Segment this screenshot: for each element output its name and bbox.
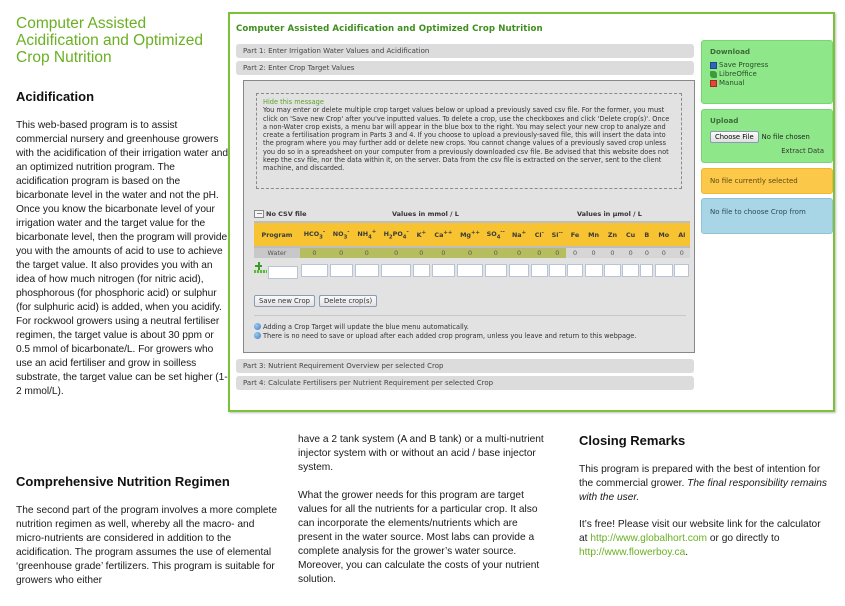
mmol-value: 0	[508, 247, 530, 258]
mmol-header: K+	[412, 222, 430, 247]
mmol-header: $NO_3^-$	[329, 222, 354, 247]
nutrient-value-input[interactable]	[604, 264, 621, 277]
upload-title: Upload	[710, 116, 739, 125]
manual-label: Manual	[719, 79, 745, 87]
nutrient-input-cell	[300, 258, 329, 279]
nutrient-value-input[interactable]	[549, 264, 566, 277]
nutrient-value-input[interactable]	[567, 264, 583, 277]
umol-header: Al	[674, 222, 690, 247]
libreoffice-label: LibreOffice	[719, 70, 757, 78]
nutrient-value-input[interactable]	[531, 264, 548, 277]
closing-body	[579, 463, 829, 505]
acidification-body: This web-based program is to assist commercial nursery and greenhouse growers with the acidification of their irrigation water and an optimized nutrition program. The acidification program is based on the bicarbonate level in the water and not the pH. Once you know the bicarbonate level of your irrigation water and the target value for the bicarbonate level, then the program will provide you with the amounts of acid to use to achieve the target value. It also provides you with an idea of how much nitrogen (for nitric acid), phosphorous (for phosphoric acid) or sulphur (for sulphuric acid) is added, when you acidify. For rockwool growers using a neutral fertiliser regimen, the target value is about 30 ppm or 0.5 mmol of bicarbonate/L. For growers who use an acid fertiliser and grow in soilless substrate, the target value can be set higher (1-2 mmol/L).	[16, 120, 229, 397]
nutrient-value-input[interactable]	[655, 264, 673, 277]
mmol-header: Si--	[548, 222, 566, 247]
mmol-value: 0	[380, 247, 412, 258]
nutrient-value-input[interactable]	[432, 264, 456, 277]
umol-header: Fe	[566, 222, 583, 247]
nutrient-value-input[interactable]	[381, 264, 410, 277]
nutrition-body-1: The second part of the program involves a more complete nutrition regimen as well, whereby all the macro- and micro-nutrients are considered in addition to the acidification. The program assumes the use of elemental ‘greenhouse grade’ fertilizers. This program is suitable for growers who either	[16, 505, 278, 586]
crop-name-cell	[254, 258, 300, 279]
info-icon	[254, 323, 261, 330]
info-icon	[254, 332, 261, 339]
part-3-bar[interactable]: Part 3: Nutrient Requirement Overview per selected Crop	[236, 359, 694, 373]
nutrient-input-cell	[354, 258, 381, 279]
new-crop-input-row	[254, 258, 690, 279]
pdf-icon	[710, 80, 717, 87]
mmol-value: 0	[300, 247, 329, 258]
nutrition-body-2: have a 2 tank system (A and B tank) or a multi-nutrient injector system with or without an acid / base injector system.	[298, 434, 544, 473]
note-1-text: Adding a Crop Target will update the blue menu automatically.	[263, 323, 469, 331]
save-progress-label: Save Progress	[719, 61, 769, 69]
closing-heading: Closing Remarks	[579, 433, 686, 448]
umol-value: 0	[566, 247, 583, 258]
nutrient-value-input[interactable]	[457, 264, 482, 277]
umol-header: Cu	[622, 222, 640, 247]
nutrient-value-input[interactable]	[509, 264, 530, 277]
mmol-value: 0	[412, 247, 430, 258]
nutrient-input-cell	[584, 258, 604, 279]
delete-crops-button[interactable]: Delete crop(s)	[319, 295, 377, 307]
help-message-text: You may enter or delete multiple crop target values below or upload a previously saved csv file. For the former, you must click on 'Save new Crop' after you've inputted values. To delete a crop, use the checkboxes and click 'Delete crop(s)'. Once a non-Water crop exists, a menu bar will appear in the blue box to the right. You may select your new crop to analyze and create a fertilisation program in Parts 3 and 4. If you choose to upload a previously-saved file, this will insert the data into the program where you may further add or delete new crops. You cannot change values of a previously saved crop unless you do so in a spreadsheet on your computer from a previously downloaded csv file. Be advised that this website does not keep the csv file, nor the data within it, on the server. Data from the csv file is extracted on the server, sent to the client machine, and discarded.	[263, 106, 670, 173]
crop-name-input[interactable]	[268, 266, 298, 279]
part-1-bar[interactable]: Part 1: Enter Irrigation Water Values and Acidification	[236, 44, 694, 58]
nutrient-input-cell	[508, 258, 530, 279]
part-4-bar[interactable]: Part 4: Calculate Fertilisers per Nutrient Requirement per selected Crop	[236, 376, 694, 390]
note-2-text: There is no need to save or upload after each added crop program, unless you leave and return to this webpage.	[263, 332, 637, 340]
nutrient-input-cell	[622, 258, 640, 279]
csv-file-icon	[254, 210, 264, 218]
libreoffice-icon	[710, 71, 717, 78]
row-name: Water	[254, 247, 300, 258]
nutrient-input-cell	[456, 258, 483, 279]
help-message	[256, 93, 682, 189]
nutrient-header-row	[254, 222, 690, 247]
extract-data-button[interactable]: Extract Data	[781, 147, 824, 155]
hide-message-link[interactable]: Hide this message	[263, 98, 324, 106]
mmol-value: 0	[431, 247, 457, 258]
app-title: Computer Assisted Acidification and Optimized Crop Nutrition	[236, 24, 543, 34]
save-icon	[710, 62, 717, 69]
umol-header: Mn	[584, 222, 604, 247]
add-crop-icon[interactable]	[254, 262, 267, 273]
units-umol-label: Values in µmol / L	[577, 210, 642, 218]
nutrient-value-input[interactable]	[585, 264, 603, 277]
nutrition-body-3: What the grower needs for this program are target values for all the nutrients for a particular crop. It also can incorporate the elements/nutrients which are present in the water source. Most labs can provide a complete analysis for the grower’s water source. Moreover, you can calculate the costs of your nutrient solution.	[298, 490, 540, 585]
no-file-chosen-text: No file chosen	[761, 133, 810, 141]
nutrient-value-input[interactable]	[485, 264, 507, 277]
note-2	[254, 332, 686, 341]
free-text-2: or go directly to	[709, 533, 780, 544]
globalhort-link[interactable]: http://www.globalhort.com	[590, 533, 707, 544]
nutrient-value-input[interactable]	[622, 264, 639, 277]
mmol-value: 0	[329, 247, 354, 258]
umol-value: 0	[584, 247, 604, 258]
umol-value: 0	[640, 247, 654, 258]
manual-link[interactable]	[710, 79, 824, 87]
mmol-value: 0	[456, 247, 483, 258]
nutrient-value-input[interactable]	[330, 264, 353, 277]
nutrient-input-cell	[329, 258, 354, 279]
save-progress-link[interactable]	[710, 61, 824, 69]
closing-body-italic: The final responsibility remains with the user.	[579, 478, 828, 503]
mmol-value: 0	[354, 247, 381, 258]
mmol-value: 0	[484, 247, 508, 258]
mmol-value: 0	[548, 247, 566, 258]
document-title: Computer Assisted Acidification and Optimized Crop Nutrition	[16, 15, 203, 66]
umol-value: 0	[654, 247, 673, 258]
mmol-header: Mg++	[456, 222, 483, 247]
divider	[254, 315, 686, 316]
mmol-header: $NH_4^+$	[354, 222, 381, 247]
nutrient-input-cell	[674, 258, 690, 279]
nutrient-input-cell	[640, 258, 654, 279]
nutrient-input-cell	[548, 258, 566, 279]
nutrient-input-cell	[431, 258, 457, 279]
nutrient-value-input[interactable]	[355, 264, 379, 277]
choose-file-button[interactable]: Choose File	[710, 131, 759, 143]
mmol-header: Cl-	[530, 222, 548, 247]
umol-header: Zn	[603, 222, 621, 247]
note-1	[254, 323, 686, 332]
nutrient-input-cell	[484, 258, 508, 279]
free-text-3: .	[685, 547, 689, 558]
mmol-header: Na+	[508, 222, 530, 247]
nutrient-input-cell	[654, 258, 673, 279]
mmol-header: $H_2PO_4^-$	[380, 222, 412, 247]
nutrient-value-input[interactable]	[301, 264, 328, 277]
nutrient-value-input[interactable]	[413, 264, 430, 277]
download-title: Download	[710, 47, 751, 56]
flowerboy-link[interactable]: http://www.flowerboy.ca	[579, 547, 686, 558]
closing-links-paragraph	[579, 518, 829, 560]
file-input	[710, 131, 824, 143]
umol-value: 0	[674, 247, 690, 258]
nutrient-input-cell	[566, 258, 583, 279]
upload-panel	[701, 109, 833, 163]
mmol-header: $HCO_3^-$	[300, 222, 329, 247]
mmol-header: Ca++	[431, 222, 457, 247]
acidification-heading: Acidification	[16, 89, 95, 104]
free-text-1: It’s free! Please visit our website link for the calculator at	[579, 519, 821, 544]
libreoffice-link[interactable]	[710, 70, 824, 78]
umol-value: 0	[622, 247, 640, 258]
nutrient-table	[254, 221, 690, 279]
download-panel	[701, 40, 833, 104]
nutrient-value-input[interactable]	[640, 264, 653, 277]
nutrient-value-input[interactable]	[674, 264, 689, 277]
crop-chooser-panel: No file to choose Crop from	[701, 198, 833, 234]
program-header: Program	[254, 222, 300, 247]
app-screenshot	[228, 12, 835, 412]
nutrient-input-cell	[530, 258, 548, 279]
file-status-panel: No file currently selected	[701, 168, 833, 194]
umol-header: Mo	[654, 222, 673, 247]
umol-header: B	[640, 222, 654, 247]
nutrition-heading: Comprehensive Nutrition Regimen	[16, 474, 230, 489]
nutrient-input-cell	[412, 258, 430, 279]
table-row	[254, 247, 690, 258]
nutrient-input-cell	[380, 258, 412, 279]
mmol-value: 0	[530, 247, 548, 258]
part-2-bar[interactable]: Part 2: Enter Crop Target Values	[236, 61, 694, 75]
nutrient-input-cell	[603, 258, 621, 279]
mmol-header: $SO_4^{--}$	[484, 222, 508, 247]
part-2-panel	[243, 80, 695, 353]
save-new-crop-button[interactable]: Save new Crop	[254, 295, 315, 307]
units-mmol-label: Values in mmol / L	[392, 210, 459, 218]
csv-status-text: No CSV file	[266, 210, 307, 218]
closing-body-plain: This program is prepared with the best of intention for the commercial grower.	[579, 464, 821, 489]
csv-status	[254, 210, 307, 218]
umol-value: 0	[603, 247, 621, 258]
